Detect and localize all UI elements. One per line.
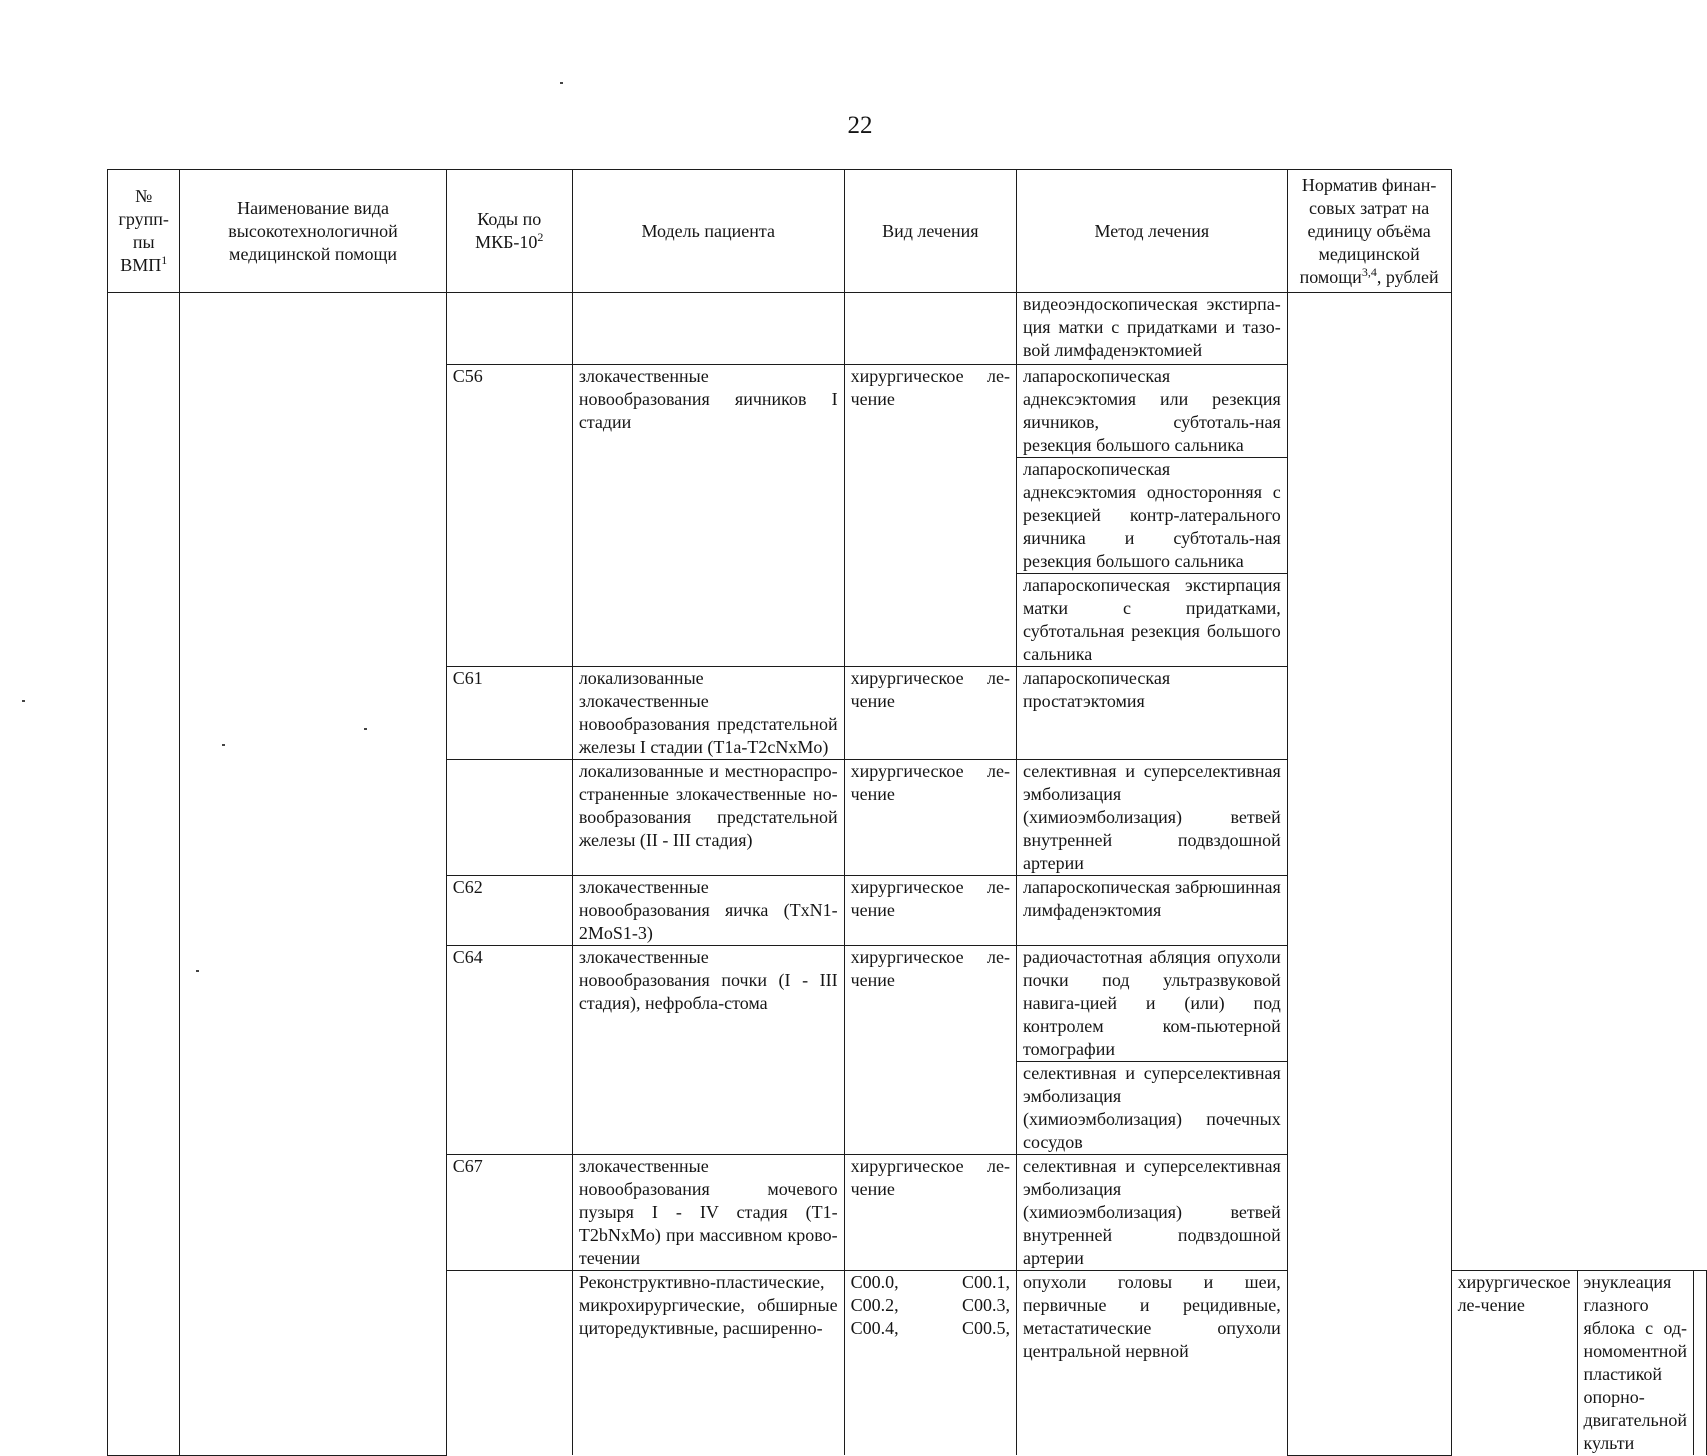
header-treatment-type: Вид лечения [844, 170, 1016, 293]
model-cell [572, 293, 844, 365]
group-no-cell [108, 293, 180, 1456]
type-cell: хирургическое ле-чение [844, 760, 1016, 876]
method-cell [1016, 760, 1287, 876]
code-cell [446, 293, 572, 365]
code-cell: C67 [446, 1155, 572, 1271]
method-item: радиочастотная абляция опухоли почки под ультразвуковой навига-цией и (или) под контролем ком-пьютерной томографии [1017, 946, 1287, 1062]
code-cell: C62 [446, 876, 572, 946]
method-cell [1016, 876, 1287, 946]
scan-speck [196, 970, 199, 972]
model-cell: локализованные и местнораспро-страненные злокачественные но-вообразования предстательной железы (II - III стадия) [572, 760, 844, 876]
header-model: Модель пациента [572, 170, 844, 293]
method-cell [1016, 1155, 1287, 1271]
code-cell: C64 [446, 946, 572, 1155]
header-norm: Норматив финан-совых затрат на единицу объёма медицинской помощи$^{3,4}$, рублей [1287, 170, 1451, 293]
header-name: Наименование вида высокотехнологичной медицинской помощи [180, 170, 446, 293]
method-item: лапароскопическая аднексэктомия односторонняя с резекцией контр-латерального яичника и субтоталь-ная резекция большого сальника [1017, 458, 1287, 574]
scan-speck [22, 700, 25, 702]
model-cell: злокачественные новообразования мочевого пузыря I - IV стадия (T1-T2bNxMo) при массивном крово-течении [572, 1155, 844, 1271]
name-cell: Реконструктивно-пластические, микрохирургические, обширные циторедуктивные, расширенно- [572, 1271, 844, 1456]
model-cell: злокачественные новообразования яичников I стадии [572, 365, 844, 667]
type-cell: хирургическое ле-чение [844, 1155, 1016, 1271]
method-item: видеоэндоскопическая экстирпа-ция матки с придатками и тазо-вой лимфаденэктомией [1022, 294, 1281, 360]
code-item: C00.5, [961, 1318, 1010, 1338]
method-cell [1016, 365, 1287, 667]
scan-speck [560, 82, 563, 84]
scan-speck [364, 728, 367, 730]
code-cell [844, 1271, 1016, 1456]
model-cell: опухоли головы и шеи, первичные и рецидивные, метастатические опухоли центральной нервной [1016, 1271, 1287, 1456]
header-codes: Коды по МКБ-$10^2$ [446, 170, 572, 293]
type-cell: хирургическое ле-чение [844, 365, 1016, 667]
method-item: лапароскопическая забрюшинная лимфаденэктомия [1022, 877, 1281, 920]
model-cell: локализованные злокачественные новообразования предстательной железы I стадии (T1a-T2cNxMo) [572, 667, 844, 760]
method-item: лапароскопическая аднексэктомия или резекция яичников, субтоталь-ная резекция большого сальника [1017, 365, 1287, 458]
method-cell [1016, 293, 1287, 365]
scan-speck [222, 744, 225, 746]
model-cell: злокачественные новообразования яичка (TxN1-2MoS1-3) [572, 876, 844, 946]
header-method: Метод лечения [1016, 170, 1287, 293]
method-item: селективная и суперселективная эмболизация (химиоэмболизация) почечных сосудов [1022, 1063, 1281, 1152]
norm-cell [1694, 1271, 1707, 1456]
code-item: C00.3, [961, 1295, 1010, 1315]
header-group-no: № групп-пы ВМП$^1$ [108, 170, 180, 293]
table-row [108, 293, 1707, 365]
method-cell: энуклеация глазного яблока с од-номоментной пластикой опорно-двигательной культи [1577, 1271, 1694, 1456]
type-cell: хирургическое ле-чение [844, 876, 1016, 946]
code-item: C00.2, [850, 1295, 899, 1315]
table-header-row [108, 170, 1707, 293]
name-cell [180, 293, 446, 1456]
method-item: селективная и суперселективная эмболизация (химиоэмболизация) ветвей внутренней подвздошной артерии [1022, 1156, 1281, 1268]
model-cell: злокачественные новообразования почки (I - III стадия), нефробла-стома [572, 946, 844, 1155]
code-item: C00.4, [850, 1318, 899, 1338]
code-item: C00.0, [850, 1272, 899, 1292]
type-cell: хирургическое ле-чение [844, 667, 1016, 760]
code-cell: C61 [446, 667, 572, 760]
type-cell [844, 293, 1016, 365]
method-item: лапароскопическая экстирпация матки с придатками, субтотальная резекция большого сальника [1022, 575, 1281, 664]
page-number: 22 [847, 112, 873, 139]
norm-cell [1287, 293, 1451, 1456]
code-cell [446, 760, 572, 876]
method-cell [1016, 946, 1287, 1155]
code-cell: C56 [446, 365, 572, 667]
group-no-cell [446, 1271, 572, 1456]
method-item: лапароскопическая простатэктомия [1022, 668, 1171, 711]
method-cell [1016, 667, 1287, 760]
type-cell: хирургическое ле-чение [844, 946, 1016, 1155]
vmp-table [107, 169, 1707, 1456]
type-cell: хирургическое ле-чение [1451, 1271, 1577, 1456]
method-item: селективная и суперселективная эмболизация (химиоэмболизация) ветвей внутренней подвздошной артерии [1022, 761, 1281, 873]
code-item: C00.1, [961, 1272, 1010, 1292]
